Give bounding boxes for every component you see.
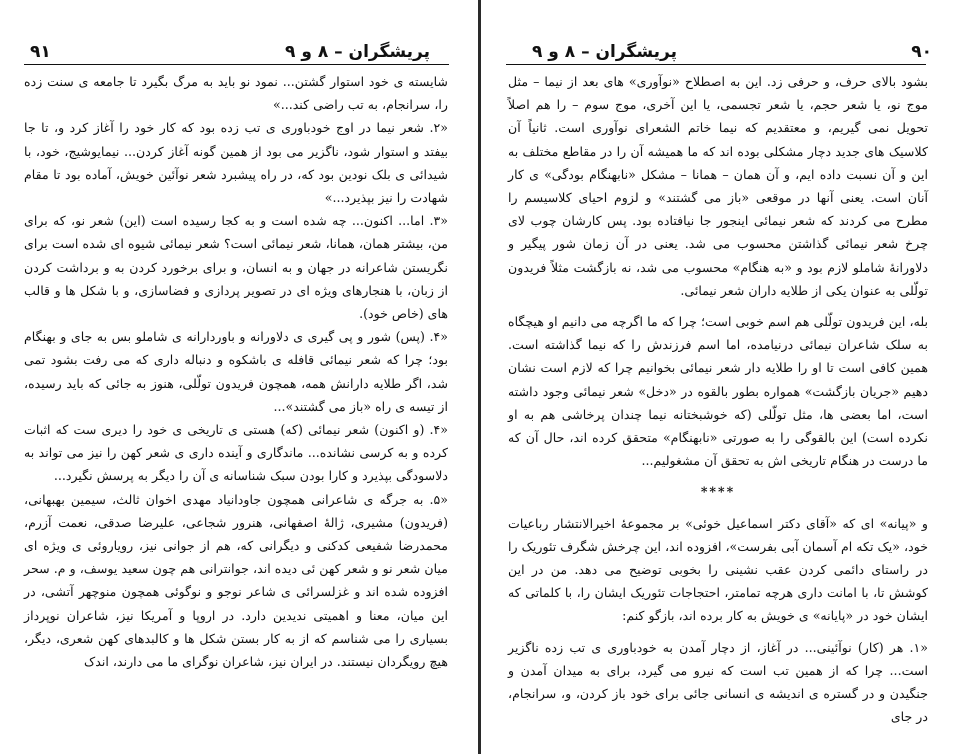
right-page-body <box>508 70 928 728</box>
left-header-rule <box>24 64 449 65</box>
left-paragraph-1: شایسته ی خود استوار گشتن... نمود نو باید به مرگ بگیرد تا جامعه ی سنت زده را، سرانجام، به تب راضی کند...» <box>24 74 448 113</box>
left-paragraph-5: «۴. (و اکنون) شعر نیمائی (که) هستی ی تاریخی ی خود را دیری ست که اثبات کرده و به کرسی نشانده... ماندگاری و آینده داری ی شعر کهن را نیز می تواند به دلاسودگی بپذیرد و کارا بودن سبک شناسانه ی آن را دیگر به پرسش نگیرد... <box>24 422 448 484</box>
right-page-header <box>512 42 932 62</box>
right-page <box>482 0 960 754</box>
left-paragraph-6: «۵. به جرگه ی شاعرانی همچون جاودانیاد مهدی اخوان ثالث، سیمین بهبهانی، (فریدون) مشیری، ژالهٔ اصفهانی، هنرور شجاعی، علیرضا صدقی، نعمت آزرم، محمدرضا شفیعی کدکنی و دیگرانی که، هم از جوانی نیز، رویاروئی ی ویژه ای میان شعر نو و شعر کهن ئی دیده اند، جوانترانی هم چون سعید یوسف، و م. سحر افزوده شده اند و غزلسرائی ی شاعر نوجو و نوگوئی همچون منوچهر آتشی، در این میان، معنا و اهمیتی ندیدین دارد. در اروپا و آمریکا نیز، شاعران نوپرداز بسیاری را می شناسم که از به کار بستن شکل ها و کالبدهای کهن شعری، دیگر، هیچ رویگردان نیستند. در ایران نیز، شاعران نوگرای ما می دارند، اندک <box>24 491 448 670</box>
right-running-head: پریشگران – ۸ و ۹ <box>532 42 677 62</box>
right-paragraph-1: بشود بالای حرف، و حرفی زد. این به اصطلاح «نوآوری» های بعد از نیما – مثل موج نو، یا شعر حجم، یا شعر تجسمی، یا این آخری، موج سوم – را هم اصلاً تحویل نمی گیریم، و معتقدیم که نیما خاتم الشعرای نوآوری است. ثانیاً آن کلاسیک های جدید دچار مشکلی بوده اند که ما همیشه آن را در مقاطع مختلف به این و آن نسبت داده ایم، و آن همان – همانا – مشکل «نابهنگام بودگی» ی کار آنان است. یعنی آنها در موقعی «باز می گشتند» و لزوم احیای کلاسیسم را مطرح می کردند که شعر نیمائی اینجور جا نیافتاده بود. پس کارشان چوب لای چرخ شعر نیمائی گذاشتن محسوب می شد. یعنی در آن زمان شور پیگیر و دلاورانهٔ شاملو لازم بود و «به هنگام» محسوب می شد، نه بازگشت مثلاً فریدون تولّلی به عنوان یکی از طلایه داران شعر نیمائی. <box>508 74 928 298</box>
right-header-rule <box>506 64 926 65</box>
right-page-number: ۹۰ <box>911 42 932 62</box>
left-page-number: ۹۱ <box>30 42 51 62</box>
left-page-header <box>30 42 450 62</box>
left-page-body <box>24 70 448 673</box>
left-running-head: پریشگران – ۸ و ۹ <box>285 42 430 62</box>
left-paragraph-3: «۳. اما... اکنون... چه شده است و به کجا رسیده است (این) شعر نو، که برای من، بیشتر همان، همانا، شعر نیمائی است؟ شعر نیمائی شیوه ای شده است برای نگریستن شاعرانه در جهان و به انسان، و برای برخورد کردن به و برداشت کردن از زبان، با هنجارهای ویژه ای در تصویر پردازی و فضاسازی، و با شکل ها و قالب های (خاص خود). <box>24 213 448 322</box>
section-separator: **** <box>700 484 736 500</box>
left-paragraph-4: «۴. (پس) شور و پی گیری ی دلاورانه و باوردارانه ی شاملو بس به جای و بهنگام بود؛ چرا که شعر نیمائی قافله ی باشکوه و دنباله داری که می رفت بشود تمی شد، اگر طلایه دارانش همه، همچون فریدون تولّلی، هنوز به جائی که باید رسیده، از تیسه ی راه «باز می گشتند»... <box>24 329 448 414</box>
right-paragraph-3: و «پیانه» ای که «آقای دکتر اسماعیل خوئی» بر مجموعهٔ اخیرالانتشار رباعیات خود، «یک تکه ام آسمان آبی بفرست»، افزوده اند، این چرخش شگرف تئوریک را در راستای دائمی کردن عقب نشینی را بخوبی توضیح می دهد. من در این کوشش تا، با امانت داری هرچه تمامتر، احتجاجات تئوریک ایشان را، با کلماتی که ایشان خود در «پایانه» ی خویش به کار برده اند، بازگو کنم: <box>508 515 928 624</box>
right-paragraph-2: بله، این فریدون تولّلی هم اسم خوبی است؛ چرا که ما اگرچه می دانیم او هیچگاه به سلک شاعران نیمائی درنیامده، اما اسم فرزندش را که نیما گذاشته است. همین کافی است تا او را طلایه دار شعر نیمائی بخوانیم چرا که لازم است نشان دهیم «جریان بازگشت» همواره بطور بالقوه در «دخل» شعر نیمائی وجود داشته است، اما بعضی ها، مثل تولّلی (که خوشبختانه نیما چندان پرخاشی هم به او نکرده است) این بالقوگی را به صورتی «نابهنگام» متحقق کرده اند، حال آن که ما درست در هنگام تاریخی اش به تحقق آن مشغولیم... <box>508 314 928 469</box>
left-paragraph-2: «۲. شعر نیما در اوج خودباوری ی تب زده بود که کار خود را آغاز کرد و، تا جا بیفتد و استوار شود، ناگزیر می بود از همین گونه آغاز کردن... نیمایوشیج، خود، با شیدائی ی بلک نودین بود که، در راه پیشبرد شعر نوآئین خویش، آماده بود تا مقام شهادت را نیز بپذیرد...» <box>24 120 448 206</box>
right-paragraph-4: «۱. هر (کار) نوآئینی... در آغاز، از دچار آمدن به خودباوری ی تب زده ناگزیر است... چرا که از همین تب است که نیرو می گیرد، برای به میدان آمدن و جنگیدن و در گستره ی اندیشه ی انسانی جائی برای خود باز کردن، و، سرانجام، در جای <box>508 639 928 725</box>
